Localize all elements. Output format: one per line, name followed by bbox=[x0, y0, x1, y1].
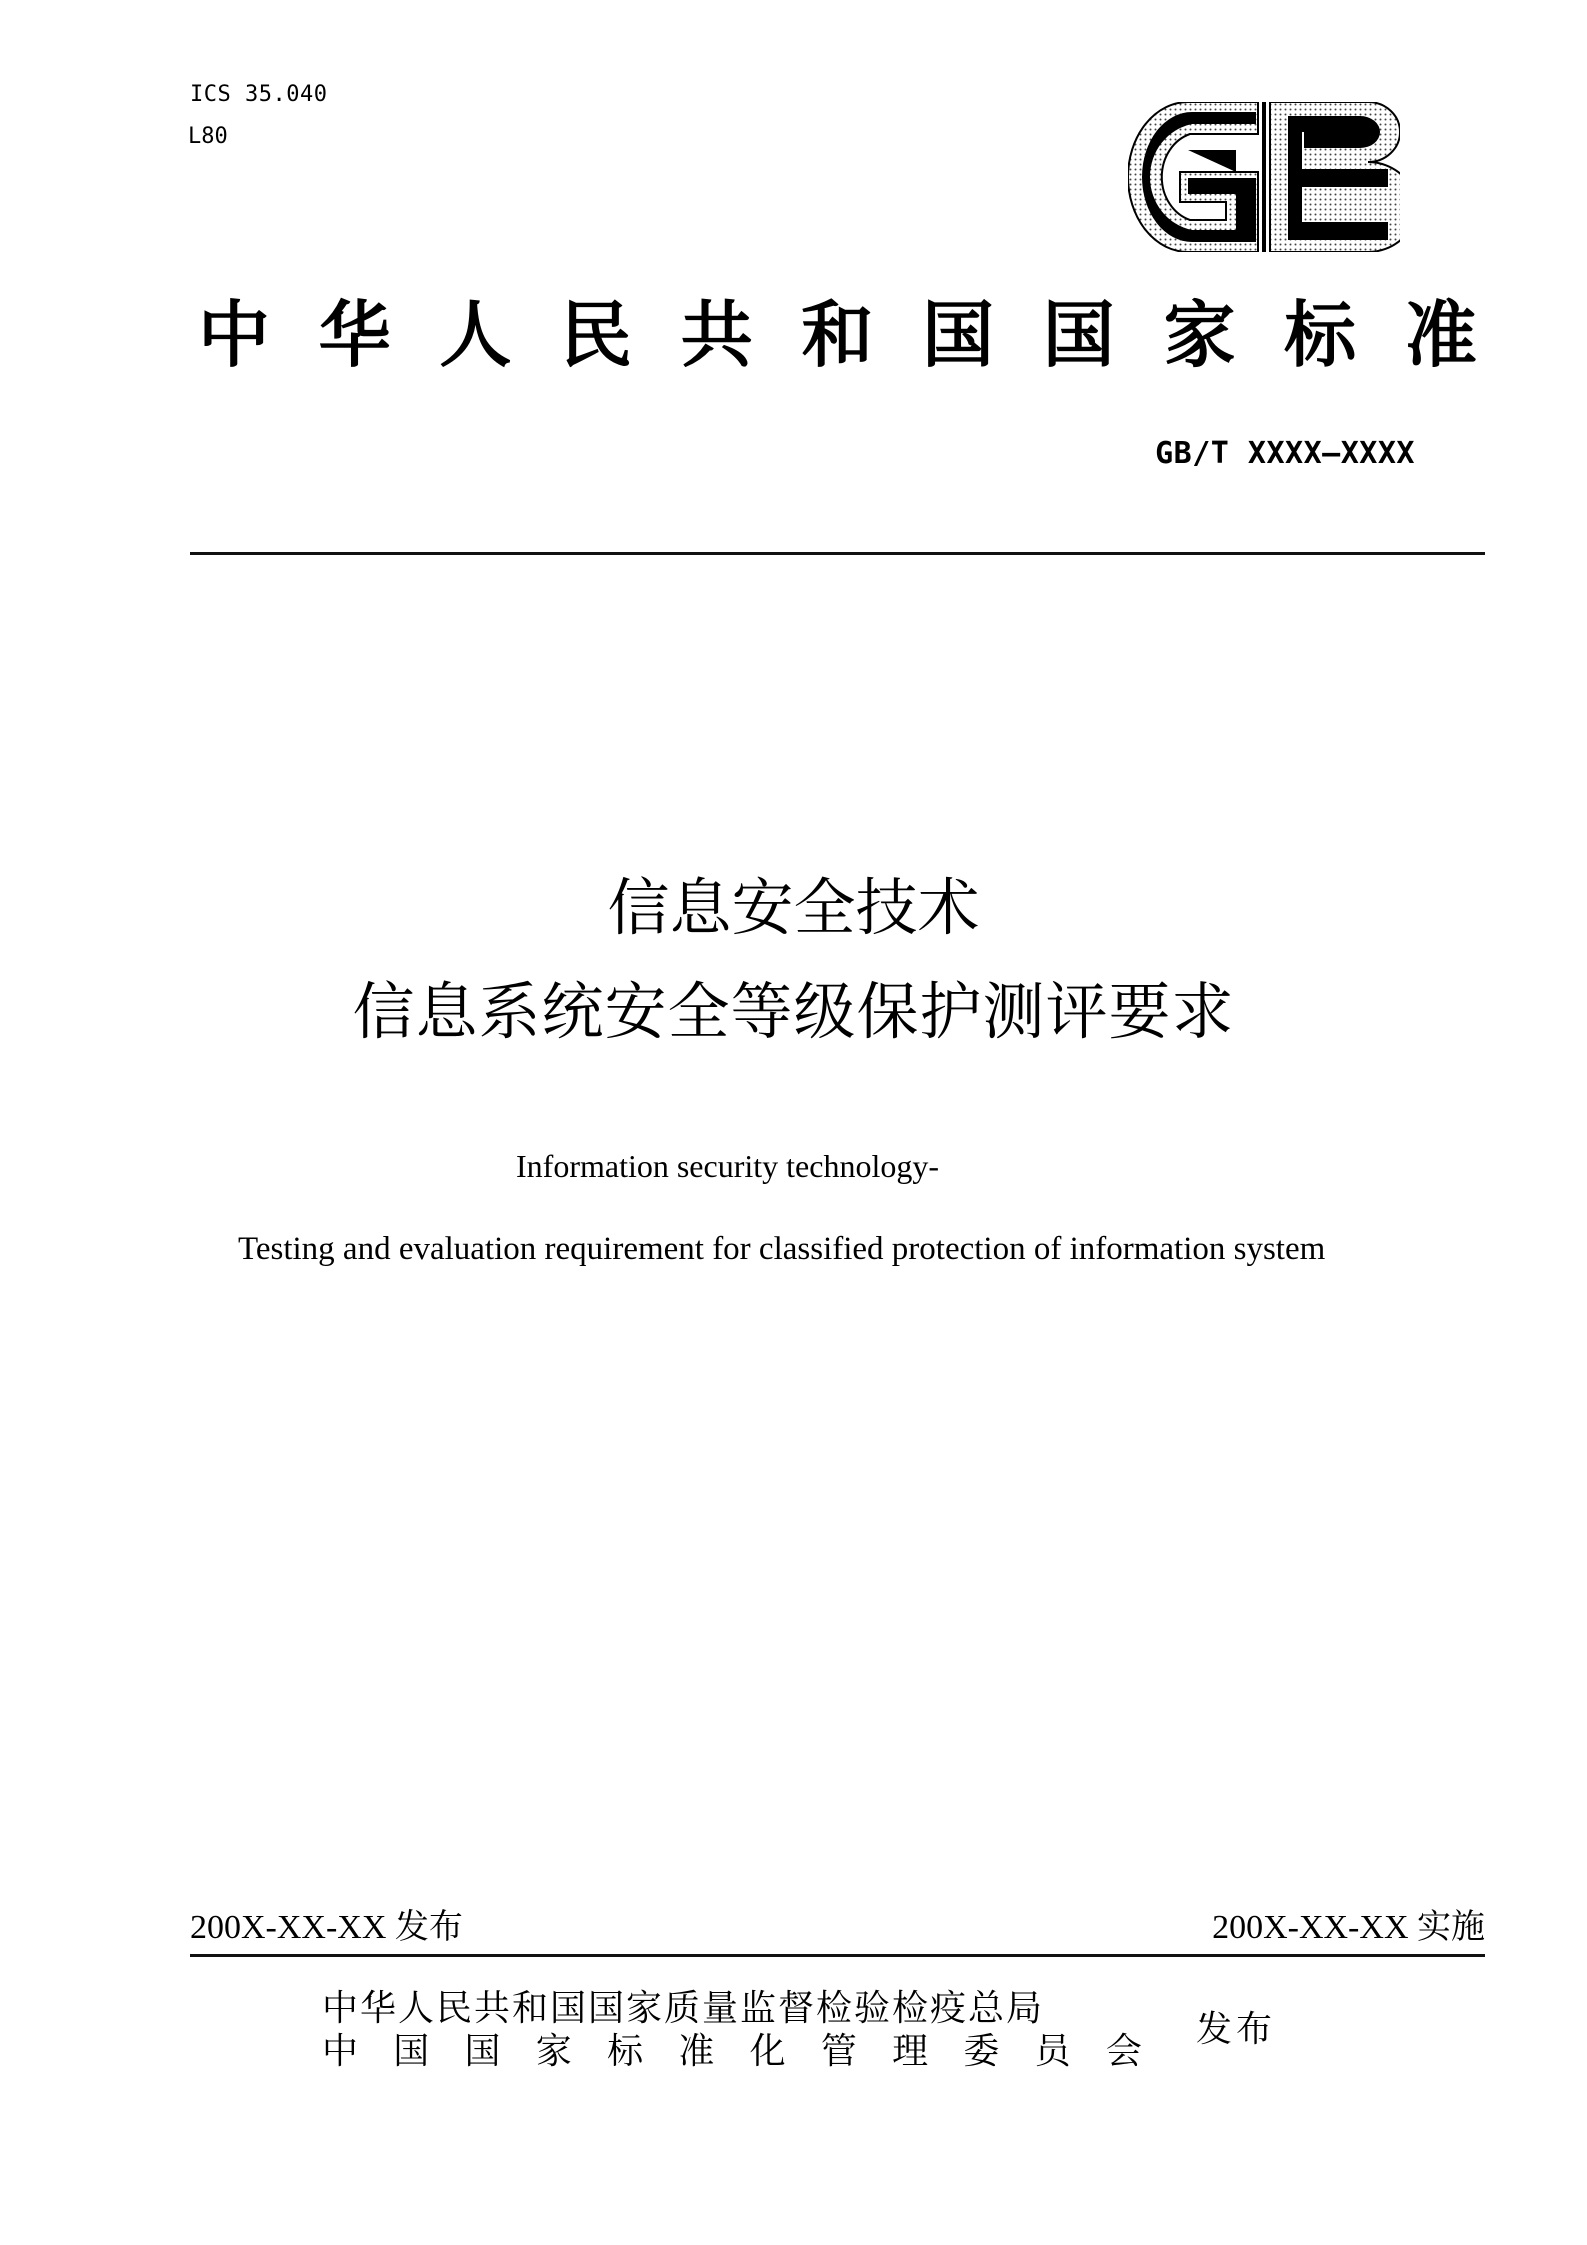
gb-standard-logo-icon bbox=[1128, 102, 1400, 252]
issuer-char: 准 bbox=[678, 2031, 715, 2072]
title-char: 标 bbox=[1284, 292, 1357, 377]
title-char: 共 bbox=[680, 292, 753, 377]
issuer-char: 会 bbox=[1105, 2031, 1142, 2072]
ics-code: ICS 35.040 bbox=[190, 82, 328, 107]
chinese-title-line-2: 信息系统安全等级保护测评要求 bbox=[352, 975, 1235, 1048]
header-divider bbox=[190, 552, 1485, 555]
issue-verb: 发布 bbox=[1196, 2009, 1277, 2050]
implementation-date: 200X-XX-XX 实施 bbox=[1212, 1909, 1485, 1946]
title-char: 中 bbox=[197, 292, 270, 377]
title-char: 国 bbox=[1042, 292, 1115, 377]
title-char: 国 bbox=[922, 292, 995, 377]
issuer-char: 管 bbox=[820, 2031, 857, 2072]
clc-code: L80 bbox=[188, 124, 228, 149]
standard-code: GB/T XXXX—XXXX bbox=[1155, 436, 1415, 471]
issuer-char: 国 bbox=[464, 2031, 501, 2072]
issuer-char: 国 bbox=[393, 2031, 430, 2072]
english-title-line-2: Testing and evaluation requirement for classified protection of information system bbox=[238, 1231, 1326, 1267]
title-char: 人 bbox=[439, 292, 512, 377]
issuer-char: 委 bbox=[963, 2031, 1000, 2072]
issuer-char: 中 bbox=[322, 2031, 359, 2072]
chinese-title-line-1: 信息安全技术 bbox=[607, 871, 980, 944]
issuer-char: 员 bbox=[1034, 2031, 1071, 2072]
issuer-char: 化 bbox=[749, 2031, 786, 2072]
issue-date: 200X-XX-XX 发布 bbox=[190, 1909, 463, 1946]
issuer-char: 标 bbox=[607, 2031, 644, 2072]
title-char: 家 bbox=[1163, 292, 1236, 377]
national-standard-title bbox=[190, 290, 1485, 380]
footer-divider bbox=[190, 1954, 1485, 1957]
english-title-line-1: Information security technology- bbox=[516, 1148, 939, 1184]
title-char: 民 bbox=[560, 292, 633, 377]
issuer-char: 家 bbox=[535, 2031, 572, 2072]
issuer-sac bbox=[322, 2030, 1142, 2074]
title-char: 和 bbox=[801, 292, 874, 377]
title-char: 准 bbox=[1404, 292, 1477, 377]
title-char: 华 bbox=[318, 292, 391, 377]
issuer-aqsiq: 中华人民共和国国家质量监督检验检疫总局 bbox=[322, 1988, 1045, 2029]
issuer-char: 理 bbox=[892, 2031, 929, 2072]
